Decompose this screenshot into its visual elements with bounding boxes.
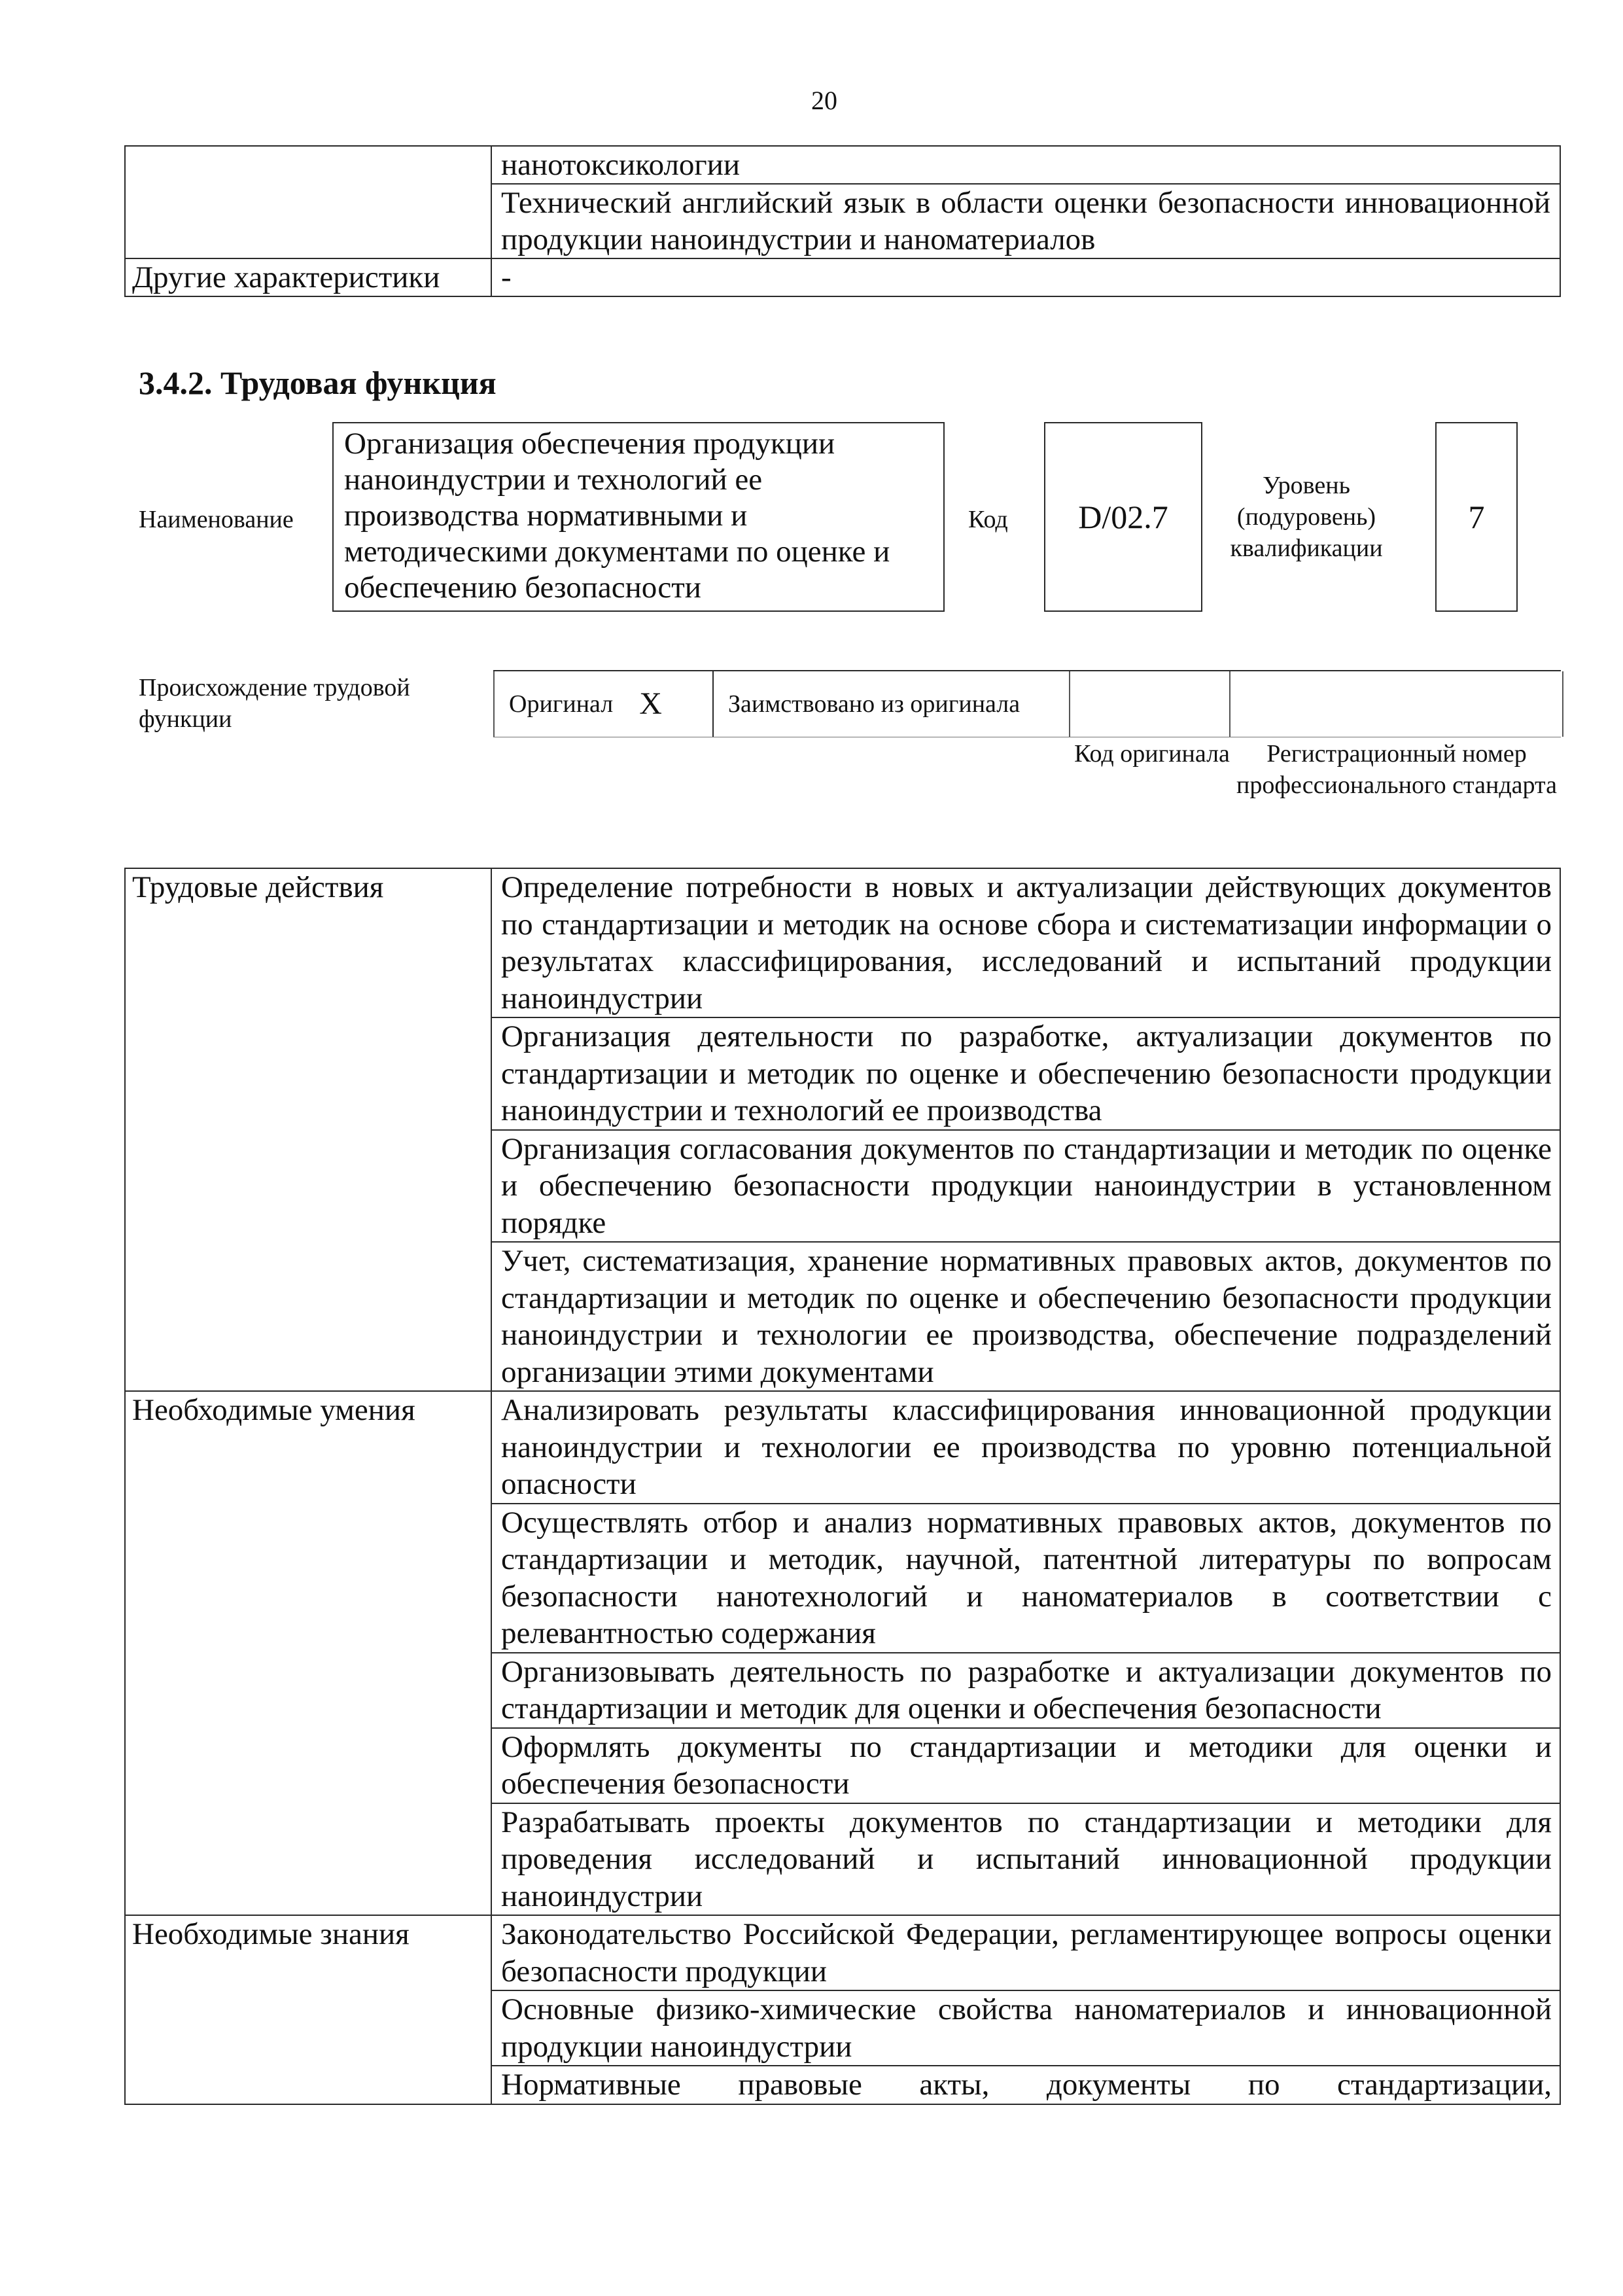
labor-action-item: Определение потребности в новых и актуализации действующих документов по стандартизации и методик на основе сбора и систематизации информации о результатах классифицирования, исследований и испытаний продукции наноиндустрии [491,868,1560,1017]
code-label: Код [968,506,1008,533]
origin-original-cell [493,671,728,737]
origin-borrowed-label: Заимствовано из оригинала [728,690,1021,718]
origin-original-label: Оригинал [509,690,614,718]
skill-item: Анализировать результаты классифицирования инновационной продукции наноиндустрии и технологии ее производства по уровню потенциальной опасности [491,1391,1560,1504]
row-label-labor-actions: Трудовые действия [125,868,491,1391]
table-row [125,1391,1560,1504]
labor-function-table [124,868,1561,2105]
labor-action-item: Учет, систематизация, хранение нормативных правовых актов, документов по стандартизации и методик по оценке и обеспечению безопасности продукции наноиндустрии и технологии ее производства, обеспечение подразделений организации этими документами [491,1242,1560,1391]
level-box [1435,422,1518,612]
code-value: D/02.7 [1078,499,1168,535]
code-box [1044,422,1202,612]
skill-item: Разрабатывать проекты документов по стандартизации и методики для проведения исследований и испытаний инновационной продукции наноиндустрии [491,1803,1560,1916]
row-label-required-skills: Необходимые умения [125,1391,491,1915]
table-cell: нанотоксикологии [491,146,1560,184]
characteristics-table-continuation [124,145,1561,297]
table-cell: Технический английский язык в области оценки безопасности инновационной продукции наноиндустрии и наноматериалов [491,184,1560,258]
skill-item: Организовывать деятельность по разработке и актуализации документов по стандартизации и методик для оценки и обеспечения безопасности [491,1653,1560,1728]
origin-code-cell [1069,671,1230,737]
function-name-value: Организация обеспечения продукции наноиндустрии и технологий ее производства нормативными и методическими документами по оценке и обеспечению безопасности [344,427,890,605]
origin-registration-caption: Регистрационный номер профессионального стандарта [1236,740,1557,799]
origin-table [493,670,1561,737]
origin-registration-cell [1229,671,1563,737]
row-label-other-characteristics: Другие характеристики [125,258,491,296]
origin-borrowed-cell [712,671,1085,737]
skill-item: Осуществлять отбор и анализ нормативных правовых актов, документов по стандартизации и методик, научной, патентной литературы по вопросам безопасности нанотехнологий и наноматериалов в соответствии с релевантностью содержания [491,1504,1560,1653]
labor-action-item: Организация согласования документов по стандартизации и методик по оценке и обеспечению безопасности продукции наноиндустрии в установленном порядке [491,1130,1560,1243]
table-row [125,258,1560,296]
section-heading: 3.4.2. Трудовая функция [139,364,497,401]
name-label: Наименование [139,506,294,533]
table-row [125,146,1560,184]
knowledge-item: Законодательство Российской Федерации, регламентирующее вопросы оценки безопасности продукции [491,1915,1560,1990]
labor-action-item: Организация деятельности по разработке, актуализации документов по стандартизации и методик по оценке и обеспечению безопасности продукции наноиндустрии и технологий ее производства [491,1017,1560,1130]
knowledge-item: Основные физико-химические свойства наноматериалов и инновационной продукции наноиндустрии [491,1990,1560,2066]
origin-original-mark: X [639,686,662,721]
origin-label: Происхождение трудовой функции [139,674,410,733]
origin-code-caption: Код оригинала [1074,740,1230,768]
function-name-box [332,422,945,612]
table-row [125,1915,1560,1990]
table-row [125,868,1560,1017]
skill-item: Оформлять документы по стандартизации и методики для оценки и обеспечения безопасности [491,1728,1560,1803]
qualification-level-label: Уровень (подуровень) квалификации [1230,472,1383,562]
knowledge-item: Нормативные правовые акты, документы по стандартизации, [491,2066,1560,2104]
page-number: 20 [811,86,837,115]
row-label-required-knowledge: Необходимые знания [125,1915,491,2104]
table-cell: - [491,258,1560,296]
level-value: 7 [1468,499,1485,535]
empty-label-cell [125,146,491,258]
